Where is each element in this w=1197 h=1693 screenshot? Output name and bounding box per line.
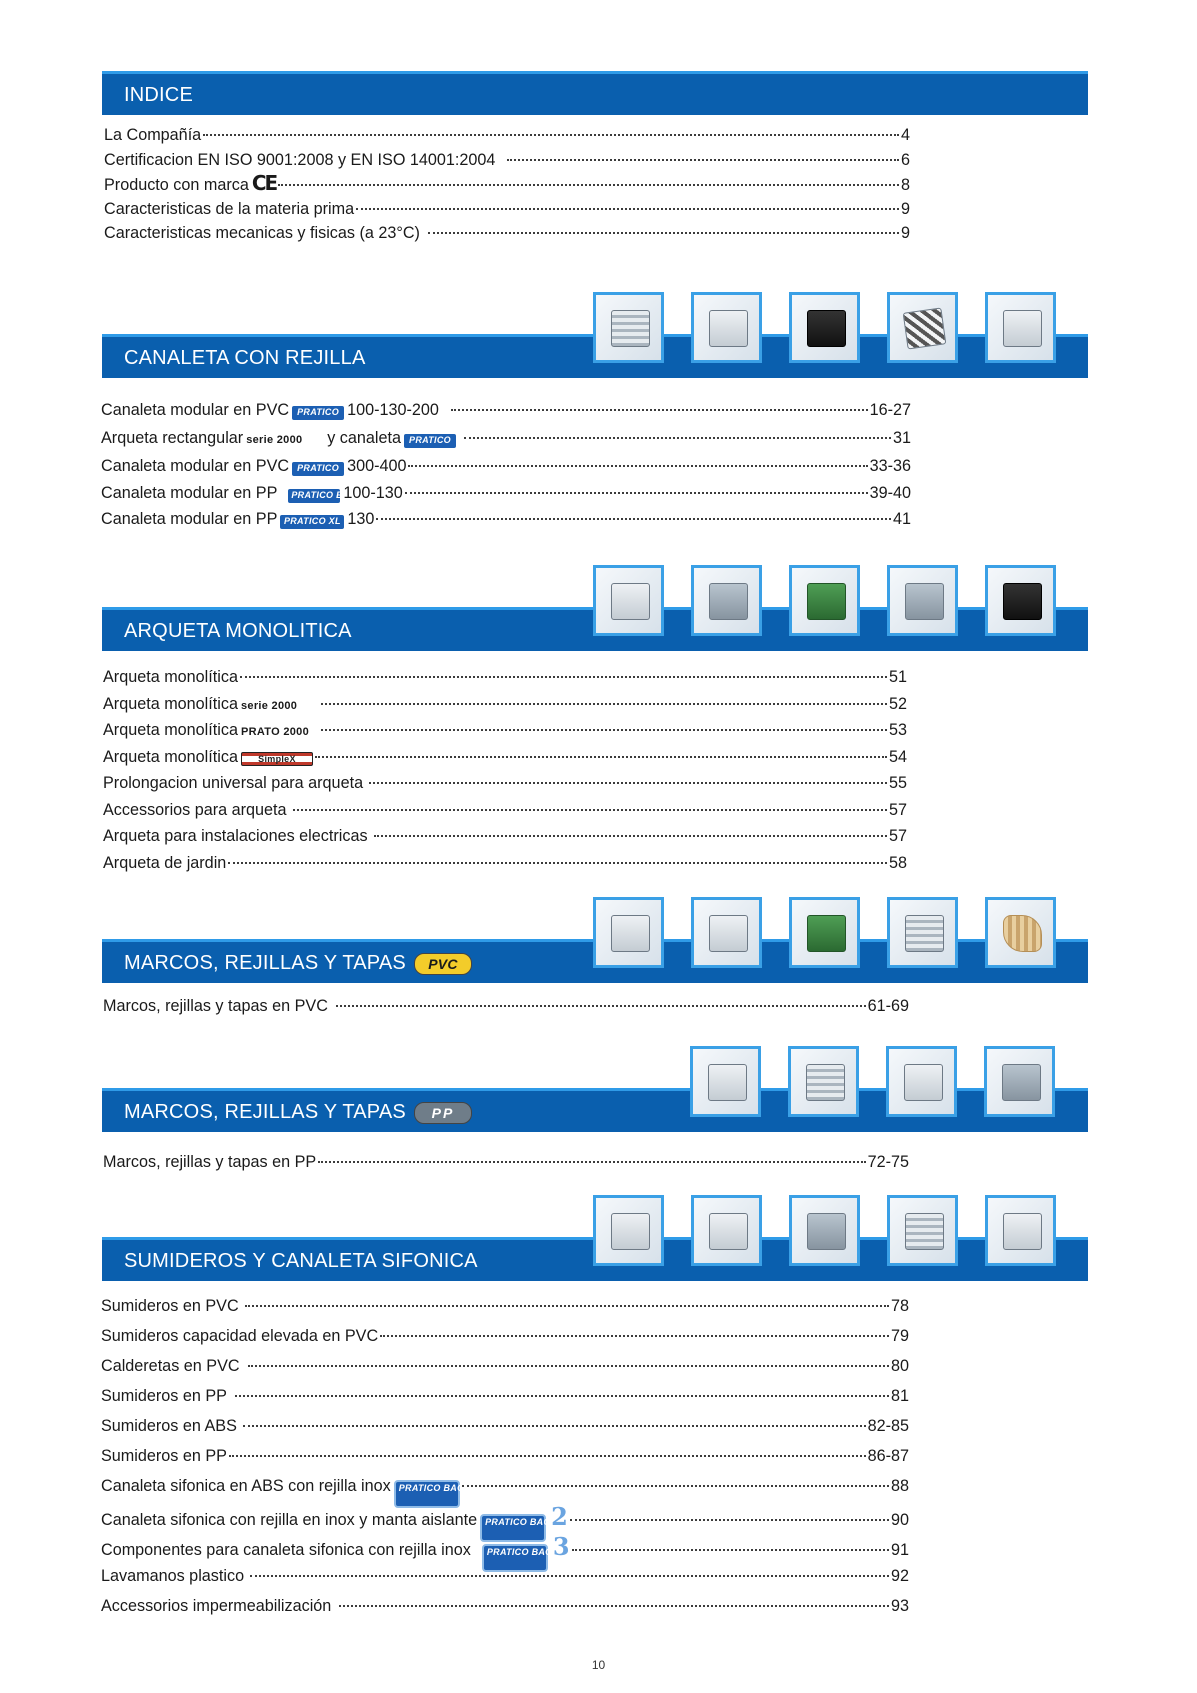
toc-entry[interactable] [103,827,907,854]
pratico-logo: PRATICO [404,434,456,448]
bagno-version-3: 3 [552,1532,570,1561]
leader-dots [278,184,899,186]
entry-page: 55 [888,774,907,792]
entry-page: 90 [890,1511,909,1529]
band-arqueta [102,607,1088,651]
pratico-logo: PRATICO [292,462,344,476]
toc-entry[interactable] [101,1387,909,1417]
entry-label: Arqueta monolítica SimpleX [103,748,313,767]
leader-dots [339,1605,889,1607]
entry-label: Canaleta modular en PVC PRATICO 100-130-200 [101,401,439,419]
entry-label: Accessorios para arqueta [103,800,287,819]
entry-page: 53 [888,721,907,739]
leader-dots [243,1425,866,1427]
toc-list-sumideros [101,1297,909,1627]
pp-logo: PP [414,1102,472,1124]
round-drain-icon [691,1195,762,1266]
steel-drain-icon [789,1195,860,1266]
toc-entry[interactable] [101,1502,909,1537]
rectangular-sump-icon [985,292,1056,363]
toc-entry[interactable] [101,1417,909,1447]
entry-label: Certificacion EN ISO 9001:2008 y EN ISO 14001:2004 [104,150,496,169]
channel-black-icon [789,292,860,363]
entry-page: 31 [892,429,911,447]
section-title: ARQUETA MONOLITICA [124,620,352,642]
toc-entry[interactable] [103,997,909,1023]
pvc-anti-choque-logo: PVC [414,953,472,975]
toc-entry[interactable] [104,151,910,176]
entry-label: Arqueta rectangular serie 2000 y canaleta PRATICO [101,429,456,448]
entry-page: 9 [900,224,910,242]
pp-frame-stack-icon [984,1046,1055,1117]
entry-label: Componentes para canaleta sifonica con rejilla inox PRATICO BAGNO 3 [101,1537,570,1572]
product-thumbnails [593,897,1056,968]
toc-list-marcos-pvc [103,997,909,1023]
page-number: 10 [591,1658,606,1672]
product-thumbnails [690,1046,1055,1117]
entry-page: 82-85 [867,1417,909,1435]
leader-dots [321,729,887,731]
leader-dots [428,232,899,234]
entry-label: Arqueta monolítica [103,668,238,686]
leader-dots [228,862,887,864]
toc-entry[interactable] [103,801,907,828]
channel-module-icon [593,292,664,363]
pratico-bagno-2-logo: PRATICO BAGNO [480,1514,546,1542]
toc-entry[interactable] [103,854,907,881]
leader-dots [240,676,887,678]
toc-entry[interactable] [101,1327,909,1357]
green-frame-grate-icon [789,897,860,968]
toc-entry[interactable] [101,1477,909,1507]
toc-list-arqueta [103,668,907,880]
serie-2000-logo: serie 2000 [246,433,324,447]
bagno-version-2: 2 [551,1502,568,1531]
toc-list-indice [104,126,910,249]
leader-dots [235,1395,889,1397]
entry-label: Sumideros capacidad elevada en PVC [101,1327,379,1345]
washbasin-icon [985,1195,1056,1266]
entry-label: Canaleta modular en PVC PRATICO 300-400 [101,457,407,475]
toc-entry[interactable] [101,484,911,510]
band-sumideros [102,1237,1088,1281]
leader-dots [570,1519,889,1521]
leader-dots [374,835,887,837]
entry-page: 78 [890,1297,909,1315]
leader-dots [203,134,899,136]
leader-dots [572,1549,889,1551]
entry-label: Sumideros en PVC [101,1297,239,1315]
entry-label: Marcos, rejillas y tapas en PP [103,1153,317,1171]
band-indice [102,71,1088,115]
leader-dots [293,809,887,811]
entry-page: 8 [900,176,910,194]
serie-2000-logo: serie 2000 [241,699,319,713]
leader-dots [321,703,887,705]
simplex-logo: SimpleX [241,752,313,766]
toc-entry[interactable] [103,748,907,775]
entry-label: Producto con marca CE [104,171,277,195]
toc-entry[interactable] [101,1532,909,1567]
entry-label: Caracteristicas de la materia prima [104,199,355,218]
entry-label: Lavamanos plastico [101,1567,245,1585]
entry-label: Arqueta monolítica PRATO 2000 [103,721,319,740]
toc-entry[interactable] [101,1597,909,1627]
entry-label: Marcos, rejillas y tapas en PVC [103,997,328,1015]
entry-page: 79 [890,1327,909,1345]
entry-page: 6 [900,150,910,169]
band-canaleta [102,334,1088,378]
band-marcos-pvc [102,939,1088,983]
leader-dots [248,1365,889,1367]
pratico-logo: PRATICO [292,406,344,420]
entry-label: Canaleta modular en PP PRATICO EASY 100-130 [101,484,403,502]
leader-dots [408,465,867,467]
leader-dots [451,409,868,411]
entry-label: Accessorios impermeabilización [101,1597,332,1615]
leader-dots [405,492,868,494]
toc-entry[interactable] [104,200,910,225]
leader-dots [369,782,887,784]
entry-page: 39-40 [869,484,911,502]
pp-frame-cover-icon [690,1046,761,1117]
entry-label: Arqueta para instalaciones electricas [103,827,368,845]
entry-label: Caracteristicas mecanicas y fisicas (a 23°C) [104,224,420,242]
product-thumbnails [593,1195,1056,1266]
entry-label: Sumideros en PP [101,1447,227,1465]
section-title: MARCOS, REJILLAS Y TAPAS PP [124,1101,472,1124]
band-marcos-pp [102,1088,1088,1132]
pp-frame-grate-icon [788,1046,859,1117]
toc-entry[interactable] [101,1297,909,1327]
section-title: CANALETA CON REJILLA [124,347,366,369]
entry-page: 91 [890,1541,909,1559]
entry-page: 86-87 [867,1447,909,1465]
leader-dots [507,159,899,161]
pratico-bagno-3-logo: PRATICO BAGNO [482,1544,548,1572]
entry-label: Arqueta de jardin [103,853,227,872]
leader-dots [315,756,887,758]
toc-entry[interactable] [101,1357,909,1387]
entry-page: 88 [890,1477,909,1495]
grate-pair-icon [887,292,958,363]
entry-page: 51 [888,668,907,686]
entry-page: 80 [890,1357,909,1375]
grey-sump-tapered-icon [887,565,958,636]
black-round-valve-box-icon [985,565,1056,636]
frame-cover-icon [593,897,664,968]
entry-label: Arqueta monolítica serie 2000 [103,695,319,714]
toc-entry[interactable] [101,510,911,536]
curved-grate-icon [985,897,1056,968]
leader-dots [336,1005,866,1007]
entry-page: 92 [890,1567,909,1585]
pp-frame-box-icon [886,1046,957,1117]
entry-page: 54 [888,747,907,766]
leader-dots [356,208,899,210]
pratico-easy-logo: PRATICO EASY [288,489,340,503]
green-sump-box-icon [789,565,860,636]
entry-page: 41 [892,510,911,528]
leader-dots [245,1305,889,1307]
channel-grate-icon [691,292,762,363]
entry-page: 72-75 [867,1153,909,1171]
entry-label: Canaleta sifonica en ABS con rejilla inox PRATICO BAGNO [101,1477,460,1508]
entry-label: Sumideros en ABS [101,1417,237,1435]
toc-entry[interactable] [101,457,911,484]
entry-label: Canaleta modular en PP PRATICO XL 130 [101,510,375,528]
leader-dots [462,1485,889,1487]
entry-page: 4 [900,126,910,144]
toc-entry[interactable] [104,171,910,200]
toc-entry[interactable] [103,668,907,695]
floor-drain-icon [593,1195,664,1266]
toc-entry[interactable] [103,721,907,748]
toc-entry[interactable] [101,401,911,429]
section-title: INDICE [124,84,193,106]
shower-channel-icon [887,1195,958,1266]
entry-label: Sumideros en PP [101,1387,227,1405]
toc-entry[interactable] [103,695,907,722]
product-thumbnails [593,565,1056,636]
toc-list-canaleta [101,401,911,536]
leader-dots [229,1455,866,1457]
prato-2000-logo: PRATO 2000 [241,726,319,740]
toc-entry[interactable] [104,126,910,151]
leader-dots [376,518,891,520]
leader-dots [250,1575,889,1577]
frame-plate-icon [691,897,762,968]
entry-label: Canaleta sifonica con rejilla en inox y manta aislante PRATICO BAGNO 2 [101,1507,568,1542]
product-thumbnails [593,292,1056,363]
toc-entry[interactable] [101,1447,909,1477]
entry-page: 9 [900,199,910,218]
entry-page: 58 [888,853,907,872]
toc-list-marcos-pp [103,1153,909,1179]
entry-page: 57 [888,827,907,845]
toc-entry[interactable] [103,774,907,801]
grey-sump-box-icon [593,565,664,636]
pratico-xl-logo: PRATICO XL [280,515,344,529]
toc-entry[interactable] [101,429,911,457]
entry-page: 57 [888,800,907,819]
toc-entry[interactable] [103,1153,909,1179]
leader-dots [318,1161,865,1163]
entry-label: Prolongacion universal para arqueta [103,774,364,792]
grey-sump-outlet-icon [691,565,762,636]
entry-label: Calderetas en PVC [101,1357,240,1375]
entry-page: 93 [890,1597,909,1615]
ce-mark-icon: CE [251,171,277,195]
leader-dots [464,437,891,439]
entry-page: 52 [888,694,907,713]
entry-page: 81 [890,1387,909,1405]
entry-page: 33-36 [869,457,911,475]
section-title: MARCOS, REJILLAS Y TAPAS PVC [124,952,472,975]
toc-entry[interactable] [104,224,910,249]
leader-dots [380,1335,889,1337]
frame-grate-stack-icon [887,897,958,968]
entry-page: 61-69 [867,997,909,1015]
entry-page: 16-27 [869,401,911,419]
pratico-bagno-logo: PRATICO BAGNO [394,1480,460,1508]
section-title: SUMIDEROS Y CANALETA SIFONICA [124,1250,478,1272]
entry-label: La Compañía [104,126,202,144]
